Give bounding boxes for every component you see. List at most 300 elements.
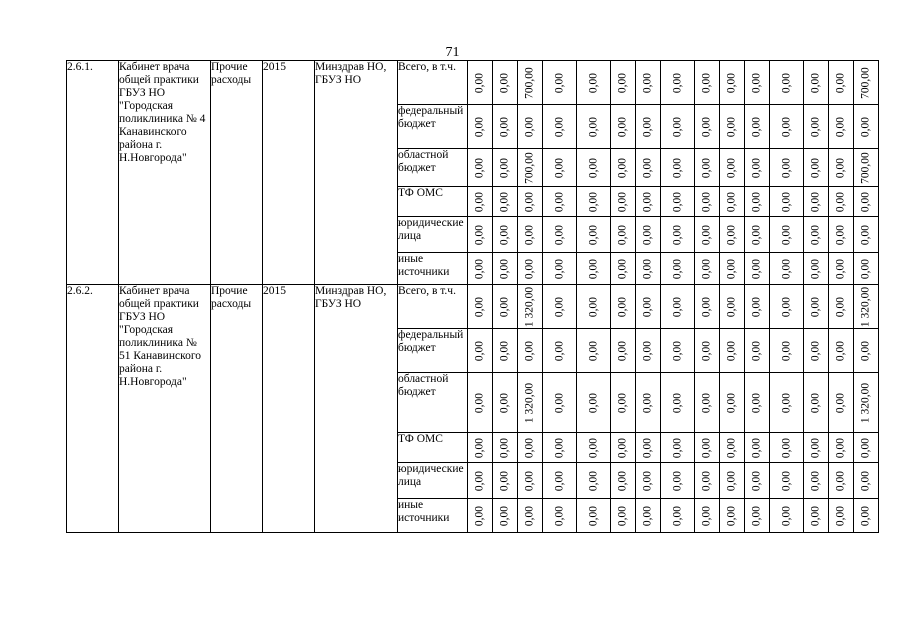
value-text: 0,00 [750,224,763,245]
value-text: 0,00 [809,157,822,178]
value-text: 0,00 [473,72,486,93]
value-cell [804,463,829,499]
value-text: 0,00 [700,296,713,317]
value-text: 0,00 [725,72,738,93]
value-text: 0,00 [473,157,486,178]
item-name: Кабинет врача общей практики ГБУЗ НО "Городская поликлиника № 51 Канавинского района г. Н.Новгорода" [119,285,211,533]
value-cell [661,433,695,463]
value-text: 0,00 [809,340,822,361]
value-cell [468,329,493,373]
value-cell [518,329,543,373]
value-text: 0,00 [498,340,511,361]
value-text: 0,00 [587,505,599,526]
value-text: 0,00 [780,258,792,279]
value-cell [745,285,770,329]
value-cell [804,187,829,217]
value-cell [636,463,661,499]
value-text: 0,00 [834,505,847,526]
value-text: 0,00 [473,340,486,361]
value-cell [518,149,543,187]
value-text: 0,00 [616,505,629,526]
value-cell [770,433,804,463]
value-text: 0,00 [834,392,847,413]
value-cell [804,61,829,105]
value-text: 0,00 [809,505,822,526]
value-cell [493,285,518,329]
value-text: 0,00 [498,392,511,413]
value-text: 700,00 [859,66,872,99]
value-text: 0,00 [700,437,713,458]
funding-source: Всего, в т.ч. [398,285,468,329]
value-text: 0,00 [587,470,599,491]
value-cell [720,329,745,373]
value-cell [493,463,518,499]
value-text: 0,00 [780,72,792,93]
value-cell [770,217,804,253]
value-cell [695,253,720,285]
value-text: 0,00 [700,224,713,245]
value-cell [695,463,720,499]
value-text: 0,00 [834,258,847,279]
value-cell [577,499,611,533]
value-text: 0,00 [523,258,536,279]
value-cell [745,187,770,217]
value-text: 0,00 [587,157,599,178]
value-cell [720,105,745,149]
value-text: 0,00 [473,437,486,458]
value-text: 0,00 [780,340,792,361]
value-text: 0,00 [809,437,822,458]
value-text: 0,00 [859,505,872,526]
value-text: 0,00 [616,340,629,361]
value-cell [518,187,543,217]
value-text: 0,00 [700,505,713,526]
value-text: 0,00 [750,116,763,137]
value-text: 0,00 [473,224,486,245]
value-text: 0,00 [553,437,565,458]
funding-source: областной бюджет [398,373,468,433]
value-text: 0,00 [750,505,763,526]
value-cell [543,149,577,187]
value-text: 0,00 [834,72,847,93]
value-cell [518,105,543,149]
value-text: 1 320,00 [859,382,872,423]
value-cell [493,187,518,217]
value-text: 0,00 [587,224,599,245]
value-text: 0,00 [587,116,599,137]
value-cell [695,105,720,149]
value-text: 0,00 [498,116,511,137]
value-cell [518,61,543,105]
value-text: 0,00 [780,392,792,413]
value-text: 0,00 [780,116,792,137]
value-text: 0,00 [750,340,763,361]
value-text: 0,00 [834,437,847,458]
value-cell [661,61,695,105]
value-cell [829,373,854,433]
value-text: 0,00 [616,470,629,491]
value-cell [720,149,745,187]
budget-table [66,60,879,533]
value-text: 0,00 [616,157,629,178]
value-text: 0,00 [725,340,738,361]
value-cell [695,187,720,217]
value-cell [493,499,518,533]
value-cell [829,149,854,187]
value-text: 0,00 [498,157,511,178]
value-text: 0,00 [725,116,738,137]
value-cell [468,285,493,329]
value-text: 0,00 [641,224,654,245]
value-text: 0,00 [641,470,654,491]
value-text: 0,00 [809,224,822,245]
value-cell [854,217,879,253]
value-text: 0,00 [641,72,654,93]
value-text: 0,00 [700,157,713,178]
value-text: 0,00 [750,191,763,212]
value-text: 0,00 [671,505,683,526]
item-year: 2015 [263,285,315,533]
value-cell [661,463,695,499]
value-text: 0,00 [553,258,565,279]
value-cell [854,373,879,433]
value-cell [493,253,518,285]
value-text: 0,00 [473,470,486,491]
value-cell [770,105,804,149]
value-text: 0,00 [641,296,654,317]
funding-source: федеральный бюджет [398,329,468,373]
value-text: 0,00 [473,392,486,413]
value-text: 0,00 [750,157,763,178]
value-cell [636,105,661,149]
value-text: 0,00 [587,296,599,317]
value-cell [468,253,493,285]
value-cell [468,499,493,533]
value-cell [636,149,661,187]
value-text: 0,00 [553,116,565,137]
item-executor: Минздрав НО, ГБУЗ НО [315,61,398,285]
value-cell [636,253,661,285]
value-cell [518,433,543,463]
value-cell [611,217,636,253]
value-cell [829,499,854,533]
value-cell [745,373,770,433]
value-text: 0,00 [725,157,738,178]
value-cell [543,499,577,533]
value-cell [695,433,720,463]
value-cell [468,217,493,253]
value-text: 700,00 [523,66,536,99]
value-cell [636,373,661,433]
value-text: 0,00 [809,392,822,413]
value-cell [611,433,636,463]
value-cell [493,105,518,149]
funding-source: федеральный бюджет [398,105,468,149]
value-cell [770,61,804,105]
value-cell [661,329,695,373]
value-cell [518,499,543,533]
value-cell [543,329,577,373]
value-text: 0,00 [523,437,536,458]
value-cell [770,373,804,433]
value-cell [829,253,854,285]
value-text: 0,00 [498,224,511,245]
value-cell [611,329,636,373]
value-text: 0,00 [473,505,486,526]
value-text: 0,00 [780,470,792,491]
value-cell [745,217,770,253]
value-cell [720,499,745,533]
value-text: 0,00 [587,72,599,93]
value-cell [636,187,661,217]
item-executor: Минздрав НО, ГБУЗ НО [315,285,398,533]
value-text: 0,00 [641,392,654,413]
value-cell [720,253,745,285]
value-text: 0,00 [859,470,872,491]
value-text: 0,00 [587,437,599,458]
value-text: 0,00 [523,191,536,212]
value-cell [543,105,577,149]
value-cell [720,373,745,433]
value-cell [636,433,661,463]
value-text: 0,00 [616,392,629,413]
value-text: 0,00 [498,437,511,458]
value-text: 0,00 [750,296,763,317]
value-text: 0,00 [523,116,536,137]
value-cell [661,499,695,533]
value-text: 0,00 [725,437,738,458]
value-text: 0,00 [641,437,654,458]
value-text: 0,00 [859,116,872,137]
value-text: 0,00 [498,72,511,93]
value-text: 0,00 [587,392,599,413]
value-text: 0,00 [780,157,792,178]
value-cell [543,373,577,433]
value-text: 0,00 [834,470,847,491]
value-cell [468,187,493,217]
value-cell [661,149,695,187]
value-text: 0,00 [809,470,822,491]
value-cell [611,373,636,433]
value-text: 0,00 [641,157,654,178]
funding-source: ТФ ОМС [398,433,468,463]
value-cell [577,149,611,187]
value-cell [770,499,804,533]
value-text: 0,00 [809,258,822,279]
value-cell [745,499,770,533]
value-text: 0,00 [859,437,872,458]
item-name: Кабинет врача общей практики ГБУЗ НО "Городская поликлиника № 4 Канавинского района г. Н.Новгорода" [119,61,211,285]
value-text: 0,00 [671,72,683,93]
value-cell [720,187,745,217]
value-text: 0,00 [616,72,629,93]
value-cell [770,463,804,499]
value-cell [854,61,879,105]
value-cell [577,285,611,329]
page-number: 71 [445,45,460,60]
value-cell [493,217,518,253]
value-cell [695,329,720,373]
table-row [67,285,879,329]
value-cell [720,285,745,329]
value-text: 0,00 [473,116,486,137]
value-text: 0,00 [780,296,792,317]
value-text: 0,00 [473,191,486,212]
value-text: 0,00 [473,296,486,317]
value-cell [468,105,493,149]
value-text: 0,00 [616,437,629,458]
value-cell [611,105,636,149]
value-text: 0,00 [834,296,847,317]
value-cell [854,433,879,463]
value-cell [543,253,577,285]
value-text: 0,00 [523,340,536,361]
value-cell [611,463,636,499]
value-cell [493,61,518,105]
funding-source: иные источники [398,499,468,533]
value-cell [745,329,770,373]
value-cell [770,187,804,217]
value-text: 0,00 [523,470,536,491]
value-text: 0,00 [809,116,822,137]
value-cell [577,433,611,463]
value-cell [695,217,720,253]
value-text: 0,00 [498,296,511,317]
value-text: 0,00 [553,224,565,245]
value-cell [804,105,829,149]
value-text: 0,00 [750,470,763,491]
value-text: 0,00 [725,392,738,413]
value-text: 0,00 [616,258,629,279]
value-text: 0,00 [780,437,792,458]
value-cell [468,61,493,105]
value-cell [854,329,879,373]
item-year: 2015 [263,61,315,285]
value-cell [468,463,493,499]
funding-source: областной бюджет [398,149,468,187]
value-text: 0,00 [641,258,654,279]
value-text: 0,00 [587,258,599,279]
value-cell [829,61,854,105]
value-text: 0,00 [750,392,763,413]
value-cell [854,285,879,329]
value-cell [829,433,854,463]
value-text: 0,00 [671,470,683,491]
value-cell [661,217,695,253]
funding-source: юридические лица [398,463,468,499]
value-text: 0,00 [498,191,511,212]
value-text: 0,00 [498,258,511,279]
value-text: 0,00 [671,224,683,245]
value-cell [745,61,770,105]
value-text: 0,00 [671,392,683,413]
value-cell [804,433,829,463]
value-text: 0,00 [641,191,654,212]
value-cell [804,285,829,329]
funding-source: иные источники [398,253,468,285]
value-text: 0,00 [553,157,565,178]
value-text: 0,00 [834,157,847,178]
value-text: 0,00 [553,470,565,491]
value-cell [468,433,493,463]
value-cell [577,373,611,433]
value-text: 0,00 [553,72,565,93]
value-text: 0,00 [780,505,792,526]
value-text: 0,00 [834,224,847,245]
value-text: 0,00 [859,258,872,279]
value-cell [611,187,636,217]
value-text: 1 320,00 [859,286,872,327]
value-text: 0,00 [700,392,713,413]
value-cell [543,285,577,329]
value-text: 0,00 [553,340,565,361]
value-text: 0,00 [671,191,683,212]
value-text: 0,00 [641,505,654,526]
value-cell [695,149,720,187]
value-text: 1 320,00 [523,382,536,423]
value-text: 0,00 [834,340,847,361]
value-cell [804,149,829,187]
value-cell [577,105,611,149]
value-cell [661,187,695,217]
value-text: 0,00 [780,224,792,245]
value-cell [854,105,879,149]
value-cell [543,433,577,463]
value-cell [493,149,518,187]
value-cell [770,285,804,329]
value-text: 0,00 [780,191,792,212]
value-cell [636,217,661,253]
value-cell [518,285,543,329]
value-cell [804,217,829,253]
value-cell [577,187,611,217]
value-cell [695,285,720,329]
value-cell [493,329,518,373]
value-cell [720,463,745,499]
value-text: 0,00 [750,437,763,458]
value-text: 0,00 [859,191,872,212]
expense-type: Прочие расходы [211,285,263,533]
value-cell [611,253,636,285]
item-code: 2.6.1. [67,61,119,285]
value-cell [745,463,770,499]
funding-source: Всего, в т.ч. [398,61,468,105]
value-text: 0,00 [671,340,683,361]
value-text: 0,00 [725,470,738,491]
value-text: 0,00 [553,191,565,212]
value-text: 0,00 [725,191,738,212]
value-cell [804,499,829,533]
value-text: 0,00 [473,258,486,279]
value-text: 0,00 [671,116,683,137]
value-text: 0,00 [616,116,629,137]
value-text: 0,00 [700,258,713,279]
value-cell [577,217,611,253]
value-cell [829,217,854,253]
value-text: 0,00 [498,505,511,526]
funding-source: юридические лица [398,217,468,253]
value-cell [745,149,770,187]
value-cell [543,61,577,105]
value-text: 0,00 [587,191,599,212]
value-text: 0,00 [553,505,565,526]
value-text: 0,00 [553,392,565,413]
value-cell [829,105,854,149]
table-row [67,61,879,105]
value-cell [611,285,636,329]
value-text: 0,00 [616,296,629,317]
value-cell [804,373,829,433]
